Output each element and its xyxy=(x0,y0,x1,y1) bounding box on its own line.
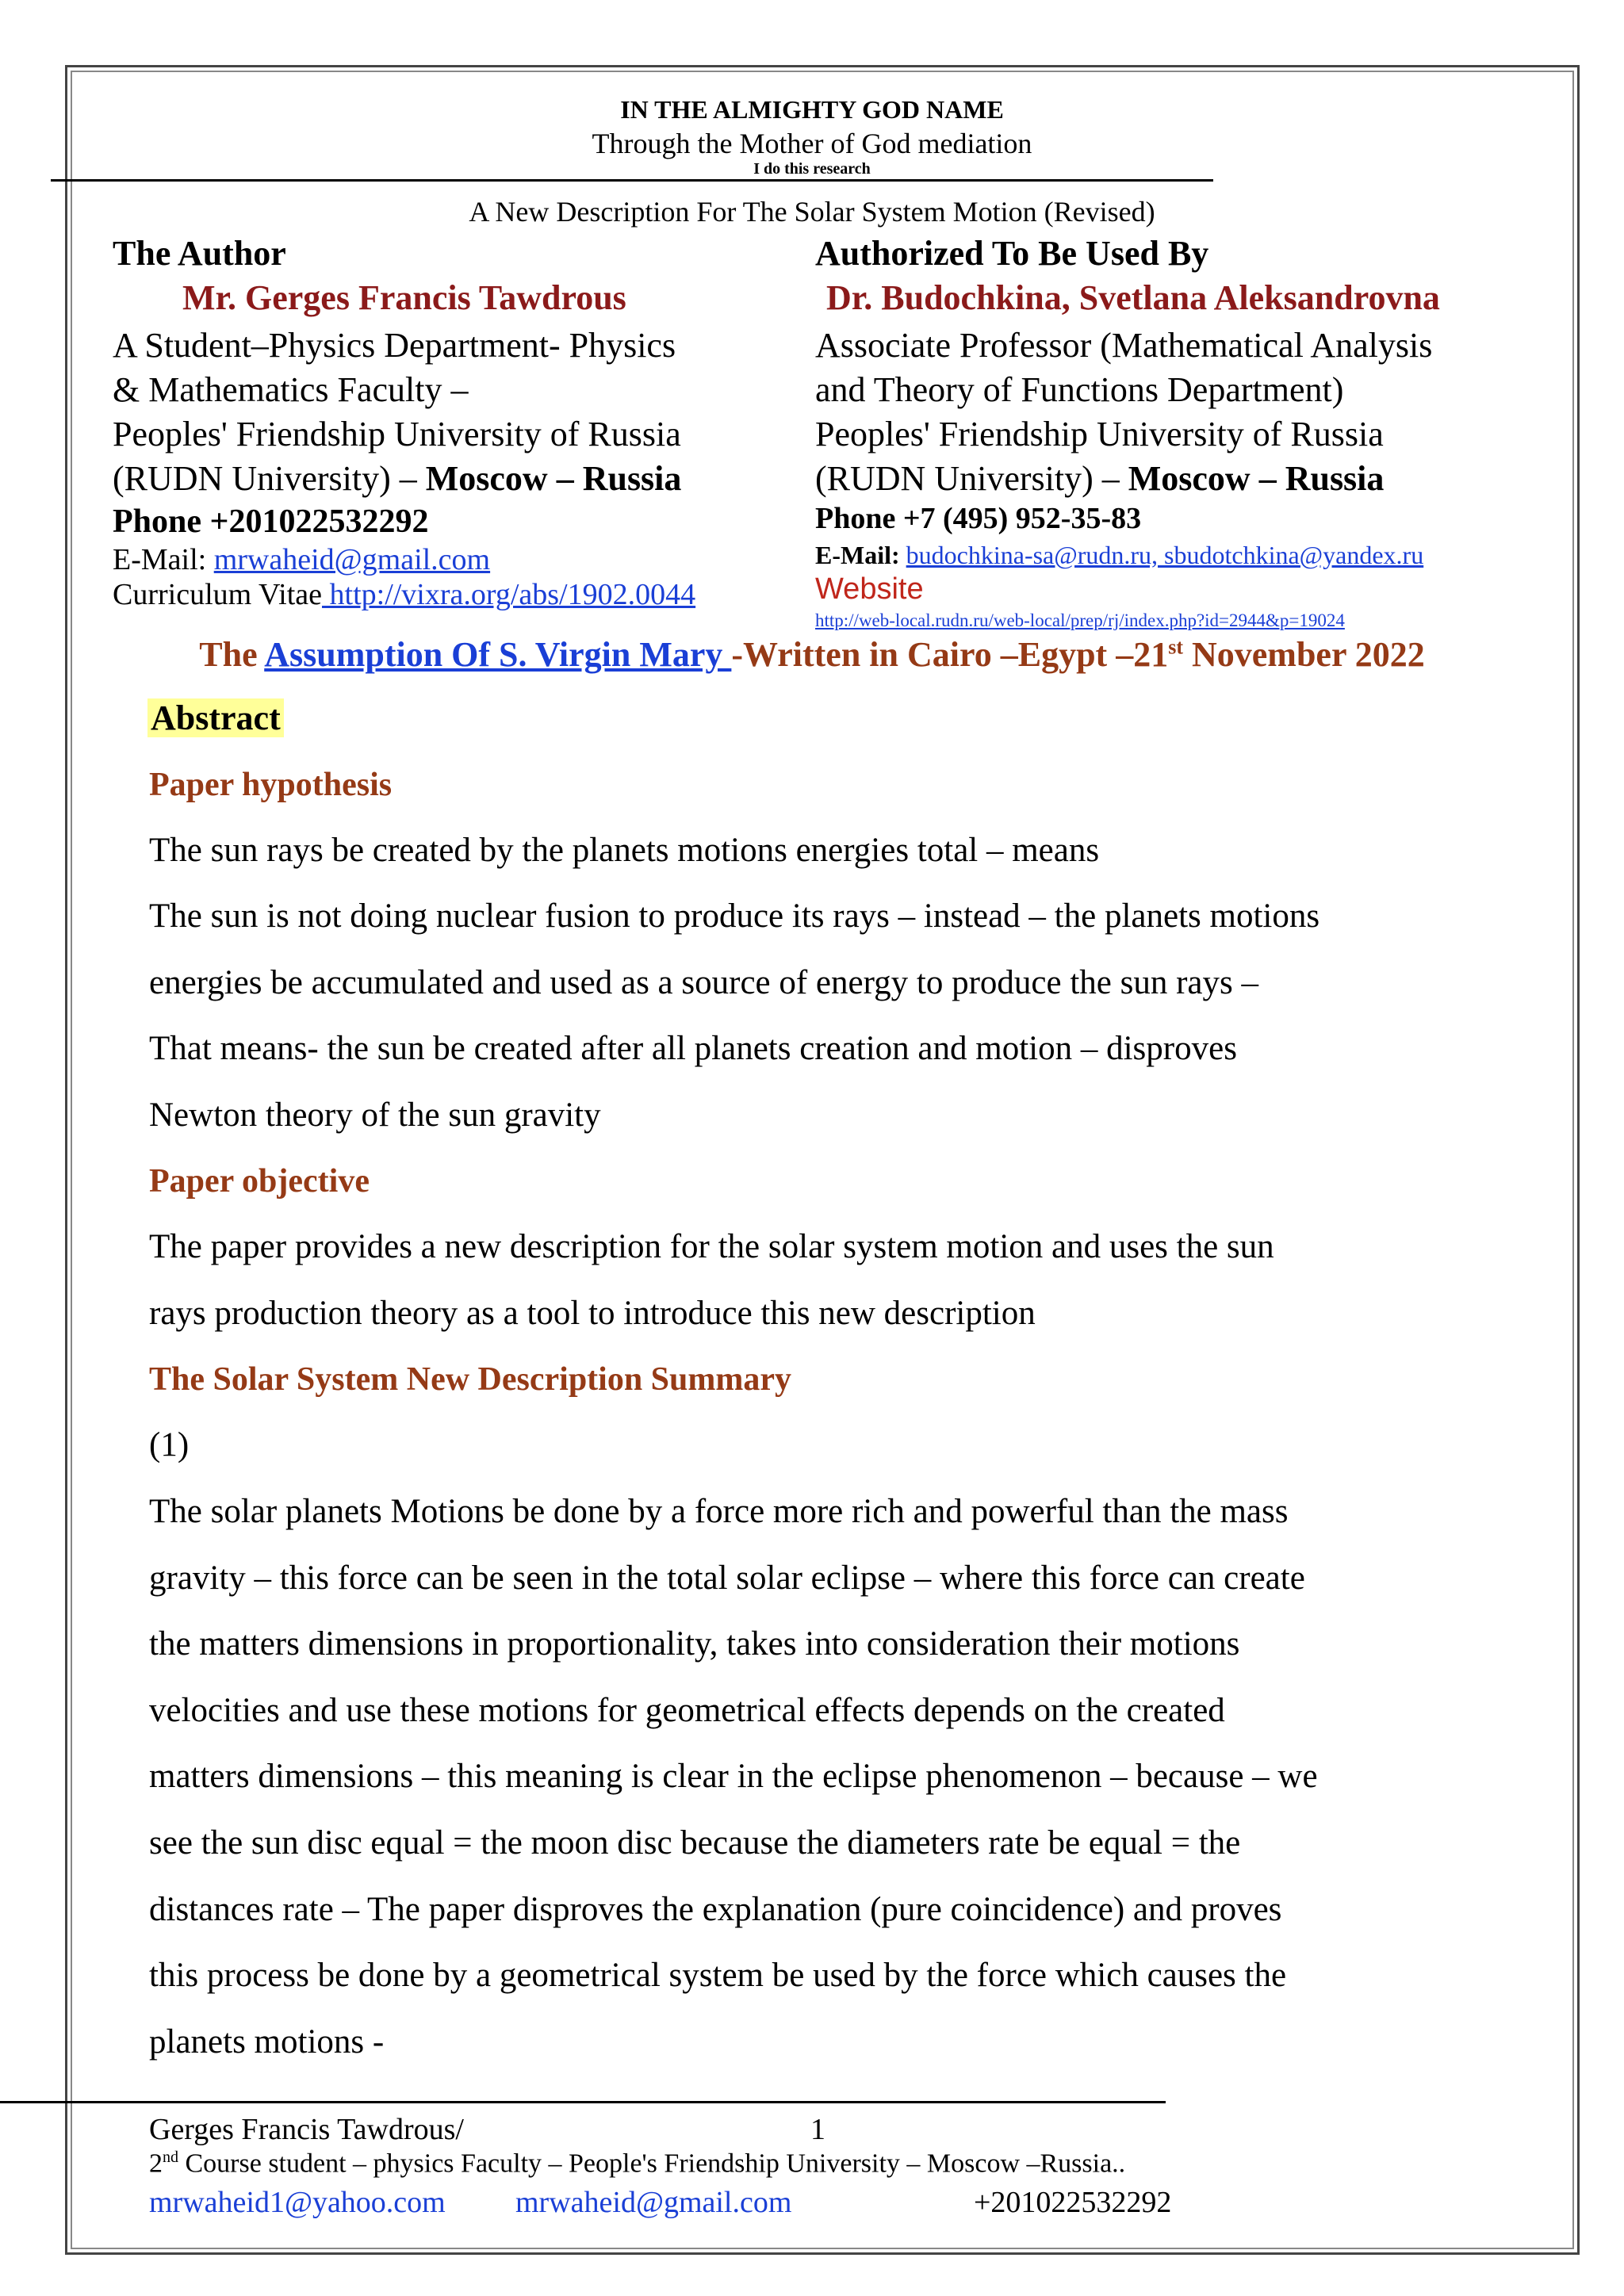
summary-line-1: The solar planets Motions be done by a force more rich and powerful than the mass xyxy=(149,1493,1289,1530)
authorized-heading: Authorized To Be Used By xyxy=(815,234,1209,273)
header-rule xyxy=(51,179,1213,182)
author-email-link[interactable]: mrwaheid@gmail.com xyxy=(213,543,491,576)
author-affiliation-4-plain: (RUDN University) – xyxy=(113,459,426,498)
dateline xyxy=(0,634,1624,675)
summary-line-3: the matters dimensions in proportionality, takes into consideration their motions xyxy=(149,1625,1240,1663)
objective-line-2: rays production theory as a tool to introduce this new description xyxy=(149,1295,1036,1332)
author-affiliation-4 xyxy=(113,457,681,501)
summary-line-8: this process be done by a geometrical system be used by the force which causes the xyxy=(149,1957,1287,1994)
authorized-name: Dr. Budochkina, Svetlana Aleksandrovna xyxy=(826,278,1440,317)
authorized-website-link[interactable] xyxy=(815,610,1345,631)
footer-course-number: 2 xyxy=(149,2149,163,2179)
author-email-line xyxy=(113,542,490,577)
authorized-affiliation-3: Peoples' Friendship University of Russia xyxy=(815,415,1384,453)
dateline-post: -Written in Cairo –Egypt –21 xyxy=(731,635,1169,674)
footer-rule xyxy=(0,2101,1166,2103)
dateline-sup: st xyxy=(1168,635,1183,659)
author-name: Mr. Gerges Francis Tawdrous xyxy=(182,278,626,317)
authorized-email-line xyxy=(815,541,1423,570)
hypothesis-line-3: energies be accumulated and used as a source of energy to produce the sun rays – xyxy=(149,964,1258,1001)
footer-email-2[interactable]: mrwaheid@gmail.com xyxy=(515,2186,792,2219)
hypothesis-line-1: The sun rays be created by the planets motions energies total – means xyxy=(149,832,1100,869)
header-line-3: I do this research xyxy=(753,160,871,178)
footer-email-1[interactable]: mrwaheid1@yahoo.com xyxy=(149,2186,446,2219)
summary-line-2: gravity – this force can be seen in the total solar eclipse – where this force can create xyxy=(149,1559,1305,1597)
hypothesis-line-2: The sun is not doing nuclear fusion to produce its rays – instead – the planets motions xyxy=(149,897,1320,935)
authorized-affiliation-4-plain: (RUDN University) – xyxy=(815,459,1128,498)
footer-course-text: Course student – physics Faculty – People's Friendship University – Moscow –Russia.. xyxy=(178,2149,1126,2179)
hypothesis-line-5: Newton theory of the sun gravity xyxy=(149,1096,601,1134)
authorized-affiliation-4 xyxy=(815,457,1384,501)
authorized-email-link[interactable]: budochkina-sa@rudn.ru, sbudotchkina@yandex.ru xyxy=(906,541,1424,569)
author-phone: Phone +201022532292 xyxy=(113,503,429,540)
author-heading: The Author xyxy=(113,234,286,273)
dateline-end: November 2022 xyxy=(1183,635,1425,674)
footer-affiliation xyxy=(149,2149,1125,2179)
authorized-phone: Phone +7 (495) 952-35-83 xyxy=(815,502,1142,535)
dateline-pre: The xyxy=(199,635,265,674)
header-line-2: Through the Mother of God mediation xyxy=(592,128,1032,159)
author-cv-link[interactable]: http://vixra.org/abs/1902.0044 xyxy=(322,578,696,611)
authorized-website-label: Website xyxy=(815,572,924,606)
author-city: Moscow – Russia xyxy=(425,459,682,498)
authorized-city: Moscow – Russia xyxy=(1128,459,1385,498)
summary-line-5: matters dimensions – this meaning is clear in the eclipse phenomenon – because – we xyxy=(149,1758,1318,1795)
authorized-email-label: E-Mail: xyxy=(815,541,906,569)
abstract-label: Abstract xyxy=(147,698,284,737)
paper-title: A New Description For The Solar System Motion (Revised) xyxy=(469,196,1155,228)
author-cv-line xyxy=(113,577,695,612)
summary-line-7: distances rate – The paper disproves the explanation (pure coincidence) and proves xyxy=(149,1891,1282,1928)
hypothesis-heading: Paper hypothesis xyxy=(149,767,393,803)
author-affiliation-1: A Student–Physics Department- Physics xyxy=(113,326,676,365)
summary-line-4: velocities and use these motions for geometrical effects depends on the created xyxy=(149,1692,1225,1729)
summary-heading: The Solar System New Description Summary xyxy=(149,1361,792,1398)
dateline-link[interactable]: Assumption Of S. Virgin Mary xyxy=(264,635,732,674)
footer-page-number: 1 xyxy=(810,2113,825,2146)
authorized-website-url[interactable]: http://web-local.rudn.ru/web-local/prep/rj/index.php?id=2944&p=19024 xyxy=(815,610,1345,630)
author-email-label: E-Mail: xyxy=(113,543,214,576)
summary-number: (1) xyxy=(149,1426,190,1464)
footer-course-sup: nd xyxy=(163,2149,178,2166)
author-affiliation-3: Peoples' Friendship University of Russia xyxy=(113,415,681,453)
header-line-1: IN THE ALMIGHTY GOD NAME xyxy=(620,95,1004,124)
hypothesis-line-4: That means- the sun be created after all planets creation and motion – disproves xyxy=(149,1030,1237,1067)
abstract-label-wrap xyxy=(147,698,284,738)
summary-line-9: planets motions - xyxy=(149,2023,385,2061)
author-affiliation-2: & Mathematics Faculty – xyxy=(113,370,469,409)
footer-phone: +201022532292 xyxy=(974,2186,1172,2219)
summary-line-6: see the sun disc equal = the moon disc because the diameters rate be equal = the xyxy=(149,1824,1241,1862)
author-cv-label: Curriculum Vitae xyxy=(113,578,323,611)
objective-line-1: The paper provides a new description for the solar system motion and uses the sun xyxy=(149,1228,1274,1265)
authorized-affiliation-1: Associate Professor (Mathematical Analysis xyxy=(815,326,1433,365)
footer-author: Gerges Francis Tawdrous/ xyxy=(149,2113,464,2146)
objective-heading: Paper objective xyxy=(149,1163,370,1200)
authorized-affiliation-2: and Theory of Functions Department) xyxy=(815,370,1344,409)
